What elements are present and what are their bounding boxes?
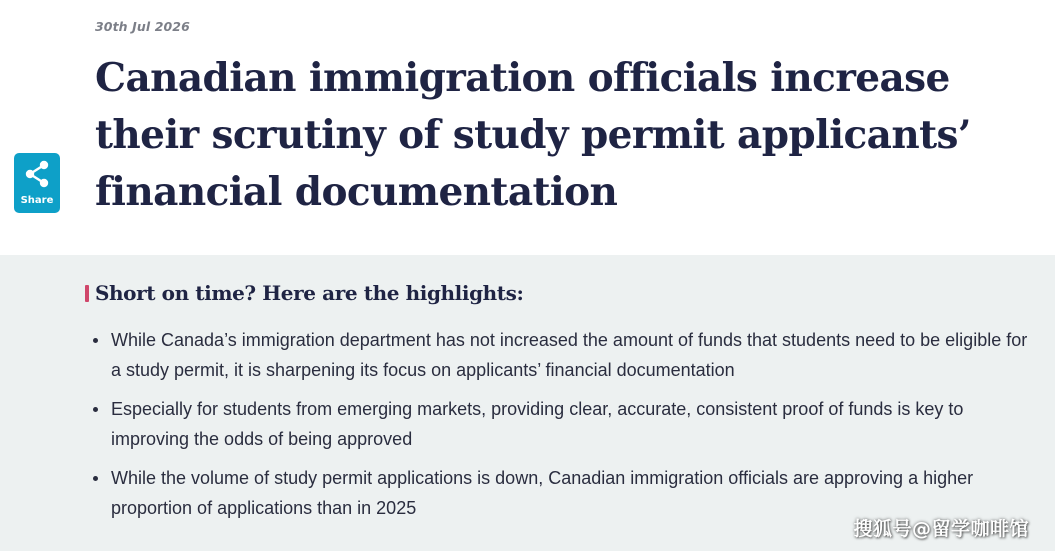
bullet-icon [93, 407, 98, 412]
bullet-icon [93, 338, 98, 343]
bullet-icon [93, 476, 98, 481]
list-item [111, 325, 1036, 385]
highlight-accent-bar [85, 285, 89, 302]
share-label: Share [20, 195, 54, 206]
highlights-section [0, 255, 1055, 551]
list-item-text: Especially for students from emerging markets, providing clear, accurate, consistent proof of funds is key to improving the odds of being approved [111, 399, 964, 449]
highlights-heading [85, 279, 523, 307]
share-button[interactable] [14, 153, 60, 213]
watermark: 搜狐号@留学咖啡馆 [853, 518, 1029, 540]
article-date: 30th Jul 2026 [95, 19, 190, 34]
article-headline: Canadian immigration officials increase their scrutiny of study permit applicants’ financial documentation [95, 55, 971, 215]
list-item [111, 394, 1036, 454]
list-item-text: While Canada’s immigration department has not increased the amount of funds that students need to be eligible for a study permit, it is sharpening its focus on applicants’ financial documentation [111, 330, 1028, 380]
share-icon [24, 160, 50, 188]
article-header [0, 0, 1055, 255]
highlights-list [111, 325, 1036, 532]
list-item-text: While the volume of study permit applications is down, Canadian immigration officials are approving a higher proportion of applications than in 2025 [111, 468, 974, 518]
highlights-title: Short on time? Here are the highlights: [95, 281, 524, 305]
